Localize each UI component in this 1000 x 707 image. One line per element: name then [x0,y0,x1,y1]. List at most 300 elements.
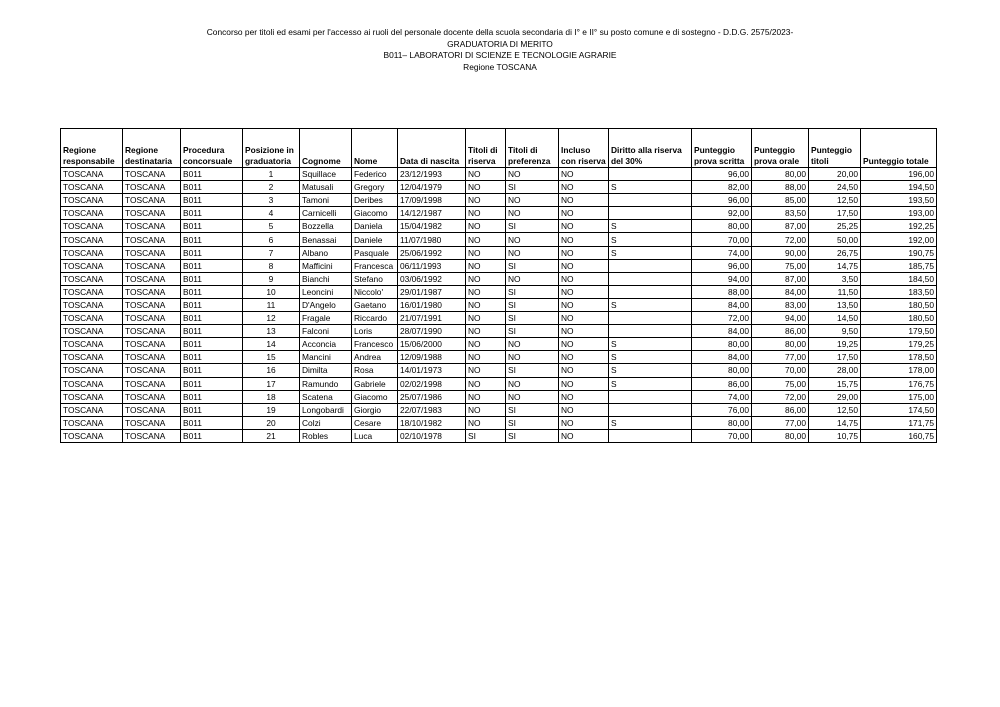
table-cell: B011 [181,403,243,416]
table-cell: SI [506,298,559,311]
table-cell: B011 [181,377,243,390]
table-cell: 25/06/1992 [398,246,466,259]
table-cell: TOSCANA [123,403,181,416]
table-cell: 77,00 [752,416,809,429]
table-cell: SI [506,325,559,338]
region-title: Regione TOSCANA [463,61,537,72]
table-cell: TOSCANA [123,312,181,325]
table-cell: Giorgio [352,403,398,416]
table-cell: 1 [243,168,300,181]
table-cell: NO [559,246,609,259]
table-cell: B011 [181,194,243,207]
table-cell: SI [506,312,559,325]
table-cell: 12/09/1988 [398,351,466,364]
table-cell: 14 [243,338,300,351]
table-cell: S [609,364,692,377]
table-cell: 17/09/1998 [398,194,466,207]
table-cell: TOSCANA [123,207,181,220]
table-cell: NO [506,194,559,207]
table-cell: TOSCANA [61,207,123,220]
table-cell: 84,00 [692,298,752,311]
table-row [61,351,937,364]
table-cell: B011 [181,298,243,311]
table-cell: SI [466,429,506,442]
table-cell: NO [466,351,506,364]
table-cell: 12/04/1979 [398,181,466,194]
table-row [61,181,937,194]
table-cell [609,168,692,181]
table-cell: Mafficini [300,259,352,272]
table-cell: TOSCANA [61,181,123,194]
table-cell: Leoncini [300,285,352,298]
table-cell: 22/07/1983 [398,403,466,416]
table-cell: B011 [181,246,243,259]
table-cell: TOSCANA [61,403,123,416]
table-cell: 50,00 [809,233,861,246]
table-cell: TOSCANA [61,298,123,311]
table-cell: 192,00 [861,233,937,246]
table-cell: 12 [243,312,300,325]
column-header: Punteggio titoli [809,129,861,168]
table-cell: B011 [181,312,243,325]
table-cell: NO [559,272,609,285]
table-cell: 88,00 [692,285,752,298]
table-cell: NO [559,364,609,377]
table-cell: Robles [300,429,352,442]
table-cell: 02/02/1998 [398,377,466,390]
table-cell: TOSCANA [123,220,181,233]
table-cell: 21 [243,429,300,442]
table-cell: B011 [181,272,243,285]
table-cell: SI [506,285,559,298]
table-cell: SI [506,364,559,377]
table-cell: S [609,338,692,351]
table-cell: 92,00 [692,207,752,220]
table-cell: Cesare [352,416,398,429]
table-cell: 20,00 [809,168,861,181]
table-cell: 3 [243,194,300,207]
table-cell: S [609,416,692,429]
table-header-row [61,129,937,168]
table-cell: 17,50 [809,207,861,220]
table-cell [609,272,692,285]
table-cell: 179,50 [861,325,937,338]
table-cell: Benassai [300,233,352,246]
table-cell: Ramundo [300,377,352,390]
table-cell: TOSCANA [61,377,123,390]
table-row [61,338,937,351]
table-cell: 25,25 [809,220,861,233]
column-header: Cognome [300,129,352,168]
table-cell: Gabriele [352,377,398,390]
table-cell: TOSCANA [61,285,123,298]
table-cell: Riccardo [352,312,398,325]
table-cell: 11 [243,298,300,311]
table-cell: Bozzella [300,220,352,233]
table-cell: TOSCANA [123,285,181,298]
table-cell: NO [559,168,609,181]
table-cell [609,325,692,338]
table-cell: 14,75 [809,416,861,429]
merit-ranking-table [60,128,937,443]
table-cell: 96,00 [692,259,752,272]
table-cell: TOSCANA [61,194,123,207]
table-cell: NO [466,181,506,194]
table-cell: NO [466,285,506,298]
table-cell: 178,50 [861,351,937,364]
table-row [61,285,937,298]
table-cell: TOSCANA [61,364,123,377]
table-cell: Matusali [300,181,352,194]
table-cell: Pasquale [352,246,398,259]
table-cell: 13 [243,325,300,338]
column-header: Punteggio totale [861,129,937,168]
table-cell: 12,50 [809,194,861,207]
table-cell: 4 [243,207,300,220]
table-cell: 160,75 [861,429,937,442]
table-cell: 72,00 [752,390,809,403]
table-cell: 28,00 [809,364,861,377]
table-cell [609,312,692,325]
table-cell: Francesca [352,259,398,272]
table-cell: 70,00 [692,233,752,246]
table-cell: 7 [243,246,300,259]
table-cell: NO [466,416,506,429]
table-row [61,416,937,429]
table-cell: 25/07/1986 [398,390,466,403]
table-cell: 84,00 [752,285,809,298]
table-cell: TOSCANA [123,298,181,311]
table-cell: NO [559,233,609,246]
table-cell: NO [466,377,506,390]
table-row [61,168,937,181]
table-cell: 13,50 [809,298,861,311]
table-cell: NO [559,220,609,233]
table-cell: NO [506,207,559,220]
table-cell: D'Angelo [300,298,352,311]
table-cell: TOSCANA [123,416,181,429]
table-cell: Squillace [300,168,352,181]
table-cell: SI [506,416,559,429]
table-cell: B011 [181,220,243,233]
table-cell: Niccolo' [352,285,398,298]
table-cell: 28/07/1990 [398,325,466,338]
table-cell: NO [559,194,609,207]
table-cell: NO [559,429,609,442]
table-cell: 80,00 [752,168,809,181]
table-cell: TOSCANA [61,168,123,181]
table-cell: NO [466,259,506,272]
table-cell: S [609,181,692,194]
table-cell: 10 [243,285,300,298]
table-cell: NO [466,207,506,220]
table-cell: 3,50 [809,272,861,285]
column-header: Titoli di riserva [466,129,506,168]
table-cell: 14,50 [809,312,861,325]
table-cell: 77,00 [752,351,809,364]
table-cell: TOSCANA [123,338,181,351]
table-cell: NO [506,168,559,181]
table-cell: 88,00 [752,181,809,194]
table-cell: TOSCANA [61,220,123,233]
table-cell: 180,50 [861,312,937,325]
table-cell: 179,25 [861,338,937,351]
table-cell: NO [559,416,609,429]
table-cell: NO [466,364,506,377]
table-cell: 184,50 [861,272,937,285]
table-cell: 192,25 [861,220,937,233]
table-cell: TOSCANA [61,325,123,338]
table-cell: 70,00 [752,364,809,377]
column-header: Posizione in graduatoria [243,129,300,168]
table-cell: NO [506,233,559,246]
table-cell: B011 [181,233,243,246]
table-cell: 9 [243,272,300,285]
table-cell: Gaetano [352,298,398,311]
table-cell: Longobardi [300,403,352,416]
table-cell: 193,00 [861,207,937,220]
table-cell: 11,50 [809,285,861,298]
table-cell: NO [466,194,506,207]
table-cell: Carnicelli [300,207,352,220]
table-cell: TOSCANA [123,194,181,207]
table-body [61,168,937,443]
table-cell: 21/07/1991 [398,312,466,325]
table-cell: TOSCANA [61,390,123,403]
table-cell: 11/07/1980 [398,233,466,246]
table-cell: Giacomo [352,390,398,403]
table-row [61,403,937,416]
class-title: B011– LABORATORI DI SCIENZE E TECNOLOGIE AGRARIE [383,50,617,61]
column-header: Diritto alla riserva del 30% [609,129,692,168]
table-cell: NO [559,181,609,194]
table-cell: Falconi [300,325,352,338]
table-cell: NO [466,390,506,403]
table-cell: NO [559,312,609,325]
table-cell: NO [506,272,559,285]
competition-title: Concorso per titoli ed esami per l'accesso ai ruoli del personale docente della scuola secondaria di I° e II° su posto comune e di sostegno - D.D.G. 2575/2023- [206,27,794,37]
table-cell: B011 [181,168,243,181]
table-cell: 17 [243,377,300,390]
table-cell: 86,00 [752,325,809,338]
table-cell: SI [506,259,559,272]
table-cell: 16 [243,364,300,377]
table-cell: NO [466,272,506,285]
table-cell: NO [559,377,609,390]
table-cell: 196,00 [861,168,937,181]
table-cell: 80,00 [692,416,752,429]
table-cell: Francesco [352,338,398,351]
table-cell: TOSCANA [123,168,181,181]
table-row [61,429,937,442]
table-cell: TOSCANA [61,429,123,442]
table-cell: 87,00 [752,220,809,233]
table-cell: Federico [352,168,398,181]
table-cell: NO [506,390,559,403]
table-cell: S [609,351,692,364]
table-cell: 15 [243,351,300,364]
table-cell: NO [559,390,609,403]
table-cell [609,194,692,207]
table-cell: 72,00 [692,312,752,325]
table-cell: 171,75 [861,416,937,429]
table-cell: 80,00 [692,220,752,233]
table-cell [609,390,692,403]
table-cell [609,429,692,442]
table-cell: Andrea [352,351,398,364]
table-cell: SI [506,181,559,194]
table-cell: TOSCANA [61,416,123,429]
table-cell: TOSCANA [61,312,123,325]
table-cell: 190,75 [861,246,937,259]
table-cell: NO [466,325,506,338]
table-cell: NO [506,351,559,364]
table-cell [609,207,692,220]
table-cell: 02/10/1978 [398,429,466,442]
table-cell: NO [559,351,609,364]
table-cell: 19,25 [809,338,861,351]
table-cell: 29/01/1987 [398,285,466,298]
table-cell: 80,00 [752,338,809,351]
table-cell: 76,00 [692,403,752,416]
column-header: Regione destinataria [123,129,181,168]
table-cell: 94,00 [752,312,809,325]
table-cell: NO [559,403,609,416]
table-cell: Daniela [352,220,398,233]
table-cell: 14/12/1987 [398,207,466,220]
table-cell: B011 [181,285,243,298]
table-cell: 18/10/1982 [398,416,466,429]
table-cell: TOSCANA [123,246,181,259]
table-cell: TOSCANA [123,429,181,442]
table-cell: B011 [181,364,243,377]
column-header: Titoli di preferenza [506,129,559,168]
table-cell: NO [506,338,559,351]
table-cell: NO [466,312,506,325]
table-cell: 10,75 [809,429,861,442]
table-cell: 185,75 [861,259,937,272]
table-row [61,377,937,390]
table-cell: 6 [243,233,300,246]
table-cell: 12,50 [809,403,861,416]
table-row [61,390,937,403]
table-row [61,259,937,272]
table-cell: TOSCANA [61,259,123,272]
table-row [61,233,937,246]
table-cell: SI [506,403,559,416]
table-cell: NO [559,298,609,311]
table-cell: 94,00 [692,272,752,285]
table-cell: SI [506,220,559,233]
table-cell: NO [506,377,559,390]
table-cell: 23/12/1993 [398,168,466,181]
table-cell: Giacomo [352,207,398,220]
table-cell: 83,50 [752,207,809,220]
table-cell: 84,00 [692,351,752,364]
table-cell: 14,75 [809,259,861,272]
table-cell: Daniele [352,233,398,246]
table-cell [609,403,692,416]
table-cell: 15,75 [809,377,861,390]
table-cell: 9,50 [809,325,861,338]
table-cell: 96,00 [692,194,752,207]
table-cell: 84,00 [692,325,752,338]
table-cell: S [609,246,692,259]
table-cell: NO [559,285,609,298]
table-cell: 15/04/1982 [398,220,466,233]
table-cell: 174,50 [861,403,937,416]
table-cell: Colzi [300,416,352,429]
table-cell: Deribes [352,194,398,207]
column-header: Nome [352,129,398,168]
table-cell: TOSCANA [123,259,181,272]
table-cell: TOSCANA [123,181,181,194]
table-cell [609,285,692,298]
table-cell: 82,00 [692,181,752,194]
table-cell: TOSCANA [61,338,123,351]
table-cell: B011 [181,351,243,364]
table-cell: B011 [181,207,243,220]
table-cell: 85,00 [752,194,809,207]
table-cell: B011 [181,338,243,351]
table-cell: 26,75 [809,246,861,259]
table-cell: NO [466,246,506,259]
table-cell: 87,00 [752,272,809,285]
table-cell: NO [466,220,506,233]
table-cell: B011 [181,259,243,272]
table-cell: 180,50 [861,298,937,311]
table-cell: TOSCANA [123,233,181,246]
table-row [61,194,937,207]
table-cell: Stefano [352,272,398,285]
column-header: Regione responsabile [61,129,123,168]
table-cell: 16/01/1980 [398,298,466,311]
table-cell: NO [506,246,559,259]
table-cell: Scatena [300,390,352,403]
column-header: Procedura concorsuale [181,129,243,168]
table-cell: TOSCANA [61,233,123,246]
table-cell: 183,50 [861,285,937,298]
table-cell: 178,00 [861,364,937,377]
table-row [61,364,937,377]
table-cell: 86,00 [752,403,809,416]
table-cell: NO [559,338,609,351]
column-header: Punteggio prova scritta [692,129,752,168]
document-header [0,27,1000,73]
table-cell: SI [506,429,559,442]
table-cell: Loris [352,325,398,338]
table-cell: TOSCANA [123,377,181,390]
table-cell: TOSCANA [61,351,123,364]
table-cell: NO [466,168,506,181]
table-cell: NO [559,259,609,272]
table-cell: 176,75 [861,377,937,390]
table-cell: 80,00 [752,429,809,442]
table-cell: S [609,233,692,246]
table-cell: 74,00 [692,390,752,403]
table-cell: 80,00 [692,364,752,377]
table-cell: NO [466,338,506,351]
table-cell: TOSCANA [123,272,181,285]
table-cell: 72,00 [752,233,809,246]
table-cell: Dimilta [300,364,352,377]
table-cell: 15/06/2000 [398,338,466,351]
table-cell: TOSCANA [123,390,181,403]
table-cell: 06/11/1993 [398,259,466,272]
table-row [61,298,937,311]
table-cell: 5 [243,220,300,233]
column-header: Incluso con riserva [559,129,609,168]
